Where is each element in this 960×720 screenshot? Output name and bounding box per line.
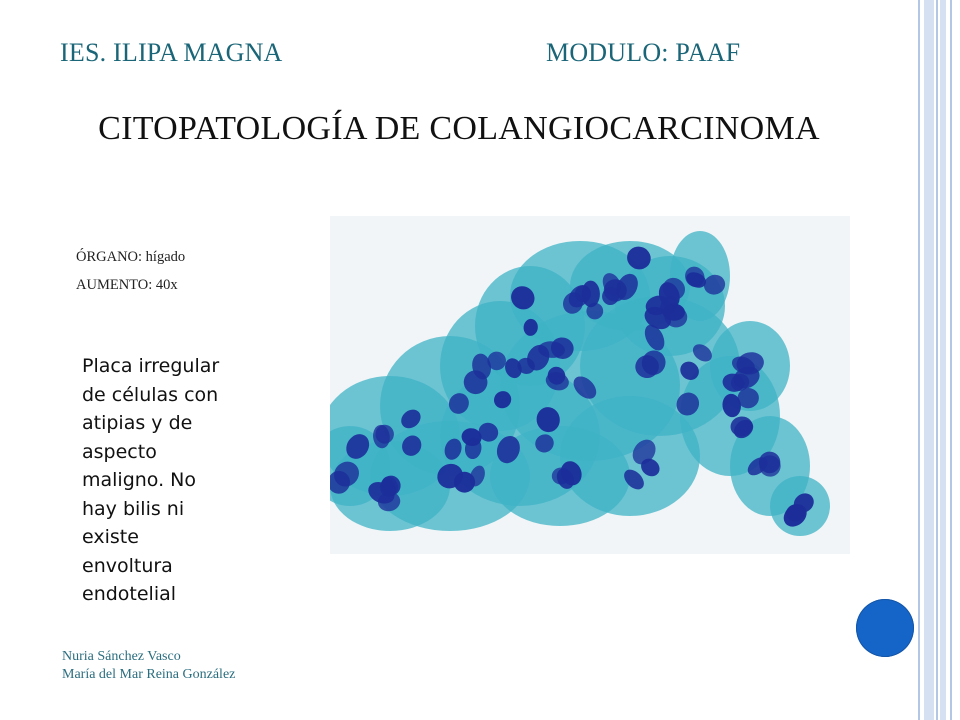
description-text xyxy=(82,352,272,609)
description-line: envoltura xyxy=(82,554,173,577)
magnification-label: AUMENTO: 40x xyxy=(76,277,178,293)
frame-bar-right xyxy=(940,0,946,720)
micrograph-image xyxy=(330,216,850,554)
description-line: maligno. No xyxy=(82,469,197,491)
author-name: María del Mar Reina González xyxy=(62,667,236,682)
decorative-circle xyxy=(856,599,914,657)
frame-line-mid xyxy=(936,0,938,720)
description-line: existe xyxy=(82,526,139,548)
frame-bar xyxy=(924,0,934,720)
description-line: de células con xyxy=(82,383,219,406)
organ-label: ÓRGANO: hígado xyxy=(76,249,186,265)
module-name: MODULO: PAAF xyxy=(546,38,741,67)
authors-block xyxy=(62,648,235,684)
frame-line-left xyxy=(918,0,920,720)
description-line: hay bilis ni xyxy=(82,497,185,520)
author-name: Nuria Sánchez Vasco xyxy=(62,649,181,664)
description-line: Placa irregular xyxy=(82,355,220,377)
slide-title: CITOPATOLOGÍA DE COLANGIOCARCINOMA xyxy=(98,110,820,147)
cytoplasm-blob xyxy=(560,396,700,516)
description-line: atipias y de xyxy=(82,412,193,434)
description-line: endotelial xyxy=(82,583,177,605)
micrograph-drawing xyxy=(330,216,850,554)
description-line: aspecto xyxy=(82,440,157,463)
school-name: IES. ILIPA MAGNA xyxy=(60,38,283,67)
frame-line-right xyxy=(950,0,952,720)
